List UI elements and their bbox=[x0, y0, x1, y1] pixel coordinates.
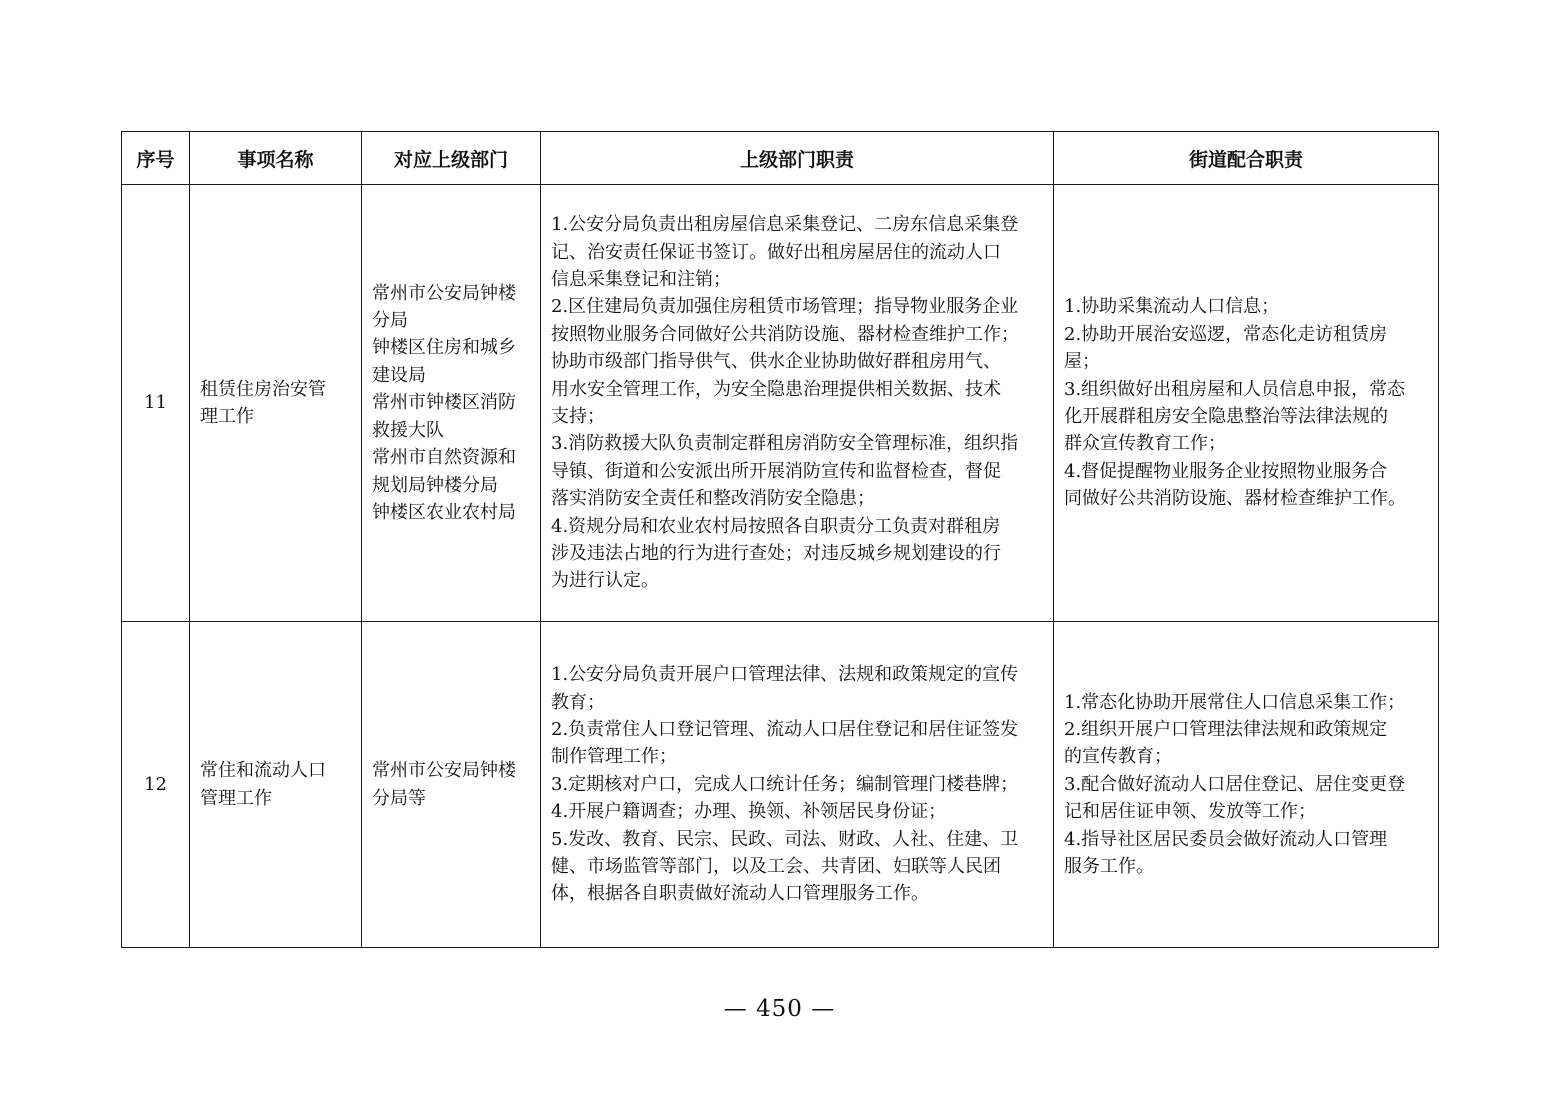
header-upper-department-duty: 上级部门职责 bbox=[541, 132, 1054, 185]
item-name-cell: 租赁住房治安管 理工作 bbox=[190, 185, 362, 622]
table-row bbox=[122, 185, 1439, 622]
header-item-name: 事项名称 bbox=[190, 132, 362, 185]
duty-table bbox=[121, 131, 1439, 948]
table-row bbox=[122, 622, 1439, 948]
header-serial-number: 序号 bbox=[122, 132, 190, 185]
street-duty-cell: 1.常态化协助开展常住人口信息采集工作； 2.组织开展户口管理法律法规和政策规定 的宣传教育； 3.配合做好流动人口居住登记、居住变更登 记和居住证申领、发放等工作； 4.指导社区居民委员会做好流动人口管理 服务工作。 bbox=[1054, 622, 1439, 948]
upper-department-cell: 常州市公安局钟楼 分局 钟楼区住房和城乡 建设局 常州市钟楼区消防 救援大队 常州市自然资源和 规划局钟楼分局 钟楼区农业农村局 bbox=[362, 185, 541, 622]
header-street-cooperation-duty: 街道配合职责 bbox=[1054, 132, 1439, 185]
serial-number-cell: 12 bbox=[122, 622, 190, 948]
item-name-cell: 常住和流动人口 管理工作 bbox=[190, 622, 362, 948]
upper-duty-cell: 1.公安分局负责出租房屋信息采集登记、二房东信息采集登 记、治安责任保证书签订。做好出租房屋居住的流动人口 信息采集登记和注销； 2.区住建局负责加强住房租赁市场管理；指导物业服务企业 按照物业服务合同做好公共消防设施、器材检查维护工作； 协助市级部门指导供气、供水企业协助做好群租房用气、 用水安全管理工作，为安全隐患治理提供相关数据、技术 支持； 3.消防救援大队负责制定群租房消防安全管理标准，组织指 导镇、街道和公安派出所开展消防宣传和监督检查，督促 落实消防安全责任和整改消防安全隐患； 4.资规分局和农业农村局按照各自职责分工负责对群租房 涉及违法占地的行为进行查处；对违反城乡规划建设的行 为进行认定。 bbox=[541, 185, 1054, 622]
page-number: — 450 — bbox=[723, 996, 836, 1022]
upper-duty-cell: 1.公安分局负责开展户口管理法律、法规和政策规定的宣传 教育； 2.负责常住人口登记管理、流动人口居住登记和居住证签发 制作管理工作； 3.定期核对户口，完成人口统计任务；编制管理门楼巷牌； 4.开展户籍调查；办理、换领、补领居民身份证； 5.发改、教育、民宗、民政、司法、财政、人社、住建、卫 健、市场监管等部门，以及工会、共青团、妇联等人民团 体，根据各自职责做好流动人口管理服务工作。 bbox=[541, 622, 1054, 948]
upper-department-cell: 常州市公安局钟楼 分局等 bbox=[362, 622, 541, 948]
table-header-row bbox=[122, 132, 1439, 185]
header-upper-department: 对应上级部门 bbox=[362, 132, 541, 185]
street-duty-cell: 1.协助采集流动人口信息； 2.协助开展治安巡逻，常态化走访租赁房 屋； 3.组织做好出租房屋和人员信息申报，常态 化开展群租房安全隐患整治等法律法规的 群众宣传教育工作； 4.督促提醒物业服务企业按照物业服务合 同做好公共消防设施、器材检查维护工作。 bbox=[1054, 185, 1439, 622]
serial-number-cell: 11 bbox=[122, 185, 190, 622]
